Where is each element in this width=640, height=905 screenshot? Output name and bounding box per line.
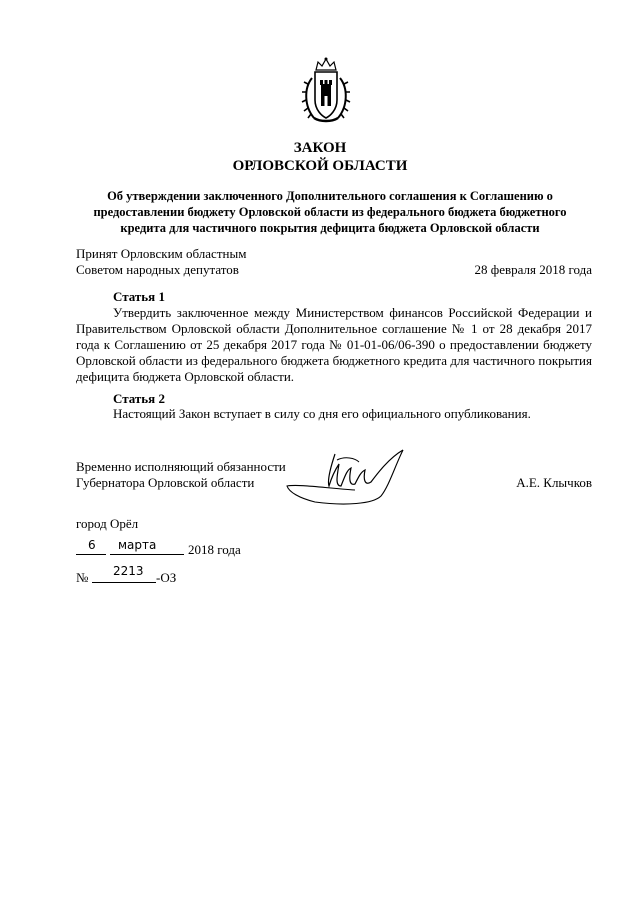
document-subtitle: Об утверждении заключенного Дополнительного соглашения к Соглашению о предоставлении бюджету Орловской области из федерального бюджета бюджетного кредита для частичного покрытия дефицита бюджета Орловской области [93, 189, 567, 235]
article-1-body: Утвердить заключенное между Министерством финансов Российской Федерации и Правительством Орловской области Дополнительное соглашение № 1 от 28 декабря 2017 года к Соглашению от 25 декабря 2017 года № 01-01-06/06-390 о предоставлении бюджету Орловской области из федерального бюджета бюджетного кредита для частичного покрытия дефицита бюджета Орловской области. [76, 305, 592, 384]
city: город Орёл [76, 516, 139, 531]
article-1-heading: Статья 1 [113, 289, 165, 304]
law-number: 2213 [113, 564, 144, 578]
number-underline [92, 582, 156, 583]
signatory-name: А.Е. Клычков [516, 475, 592, 490]
signing-day: 6 [88, 538, 96, 552]
number-sign: № [76, 570, 89, 585]
signature-icon [285, 446, 415, 516]
number-suffix: -ОЗ [156, 570, 177, 585]
signatory-title-line-1: Временно исполняющий обязанности [76, 459, 286, 474]
issuing-authority: ОРЛОВСКОЙ ОБЛАСТИ [232, 158, 408, 174]
signing-year: 2018 года [188, 542, 241, 557]
adoption-line-1: Принят Орловским областным [76, 246, 247, 261]
month-underline [110, 554, 184, 555]
article-1-text [76, 305, 592, 385]
document-type: ЗАКОН [293, 140, 347, 156]
article-2-heading: Статья 2 [113, 391, 165, 406]
article-2-text: Настоящий Закон вступает в силу со дня его официального опубликования. [113, 406, 531, 421]
adoption-line-2: Советом народных депутатов [76, 262, 239, 277]
coat-of-arms-icon [300, 56, 352, 126]
signing-month: марта [118, 538, 157, 552]
day-underline [76, 554, 106, 555]
signatory-title-line-2: Губернатора Орловской области [76, 475, 255, 490]
adoption-date: 28 февраля 2018 года [474, 262, 592, 277]
